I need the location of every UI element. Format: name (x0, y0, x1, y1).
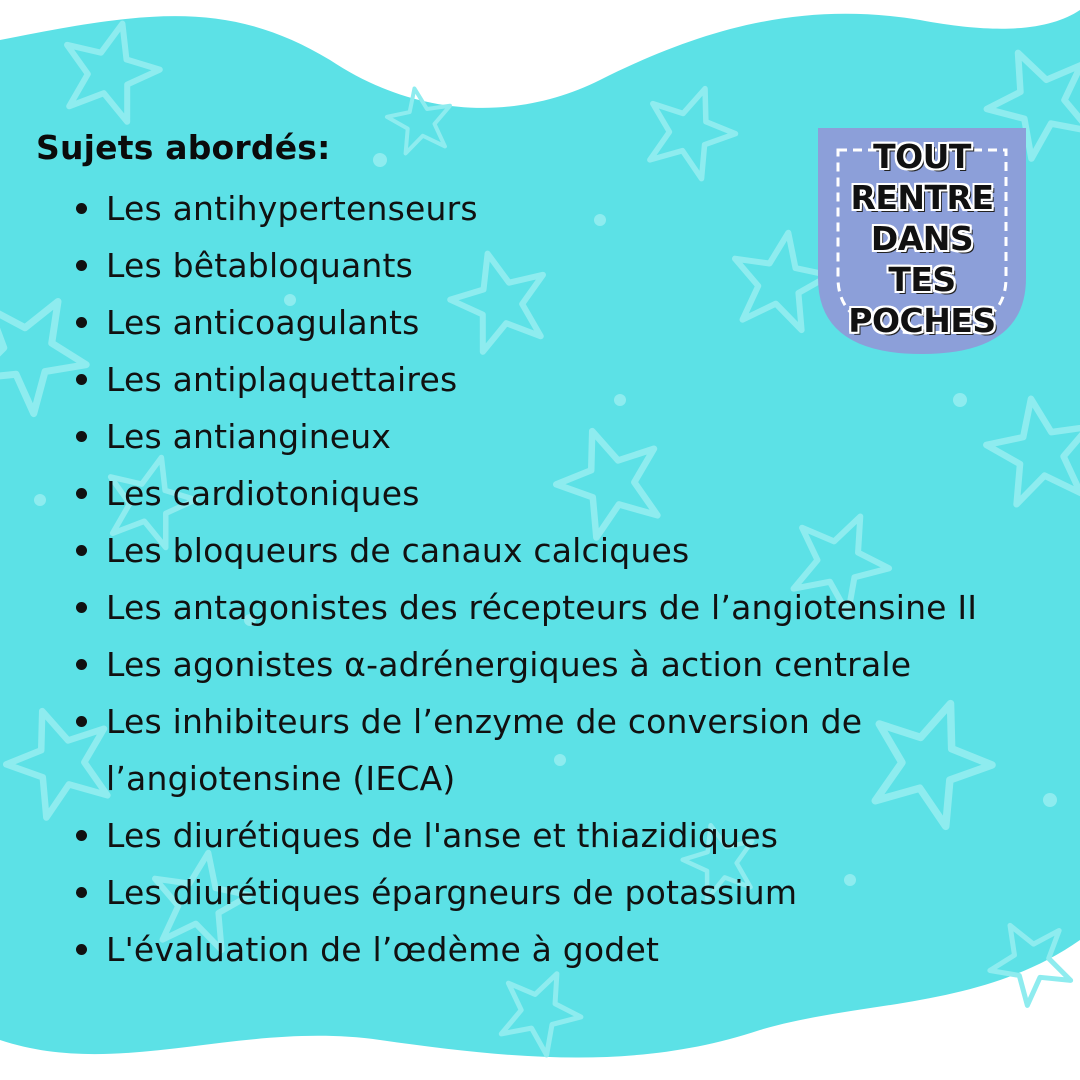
topic-item: Les antagonistes des récepteurs de l’angiotensine II (76, 579, 1036, 636)
badge-line: RENTRE (850, 178, 994, 217)
topic-item: Les inhibiteurs de l’enzyme de conversion de (76, 693, 1036, 750)
topic-item: Les bêtabloquants (76, 237, 1036, 294)
topic-item-continuation: l’angiotensine (IECA) (106, 759, 456, 798)
badge-line: POCHES (848, 301, 996, 340)
topic-item: Les bloqueurs de canaux calciques (76, 522, 1036, 579)
topic-item: Les antiangineux (76, 408, 1036, 465)
badge-line: TOUT (873, 137, 971, 176)
topic-item: Les antihypertenseurs (76, 180, 1036, 237)
topic-item: L'évaluation de l’œdème à godet (76, 921, 1036, 978)
topic-item: Les cardiotoniques (76, 465, 1036, 522)
topic-item: Les diurétiques de l'anse et thiazidiques (76, 807, 1036, 864)
topic-item: Les diurétiques épargneurs de potassium (76, 864, 1036, 921)
badge-line: DANS (870, 219, 974, 258)
badge-line: TES (888, 260, 956, 299)
topics-list (76, 180, 1036, 978)
topic-item: Les antiplaquettaires (76, 351, 1036, 408)
page-title: Sujets abordés: (36, 128, 331, 167)
topic-item: Les anticoagulants (76, 294, 1036, 351)
topic-item: Les agonistes α-adrénergiques à action centrale (76, 636, 1036, 693)
